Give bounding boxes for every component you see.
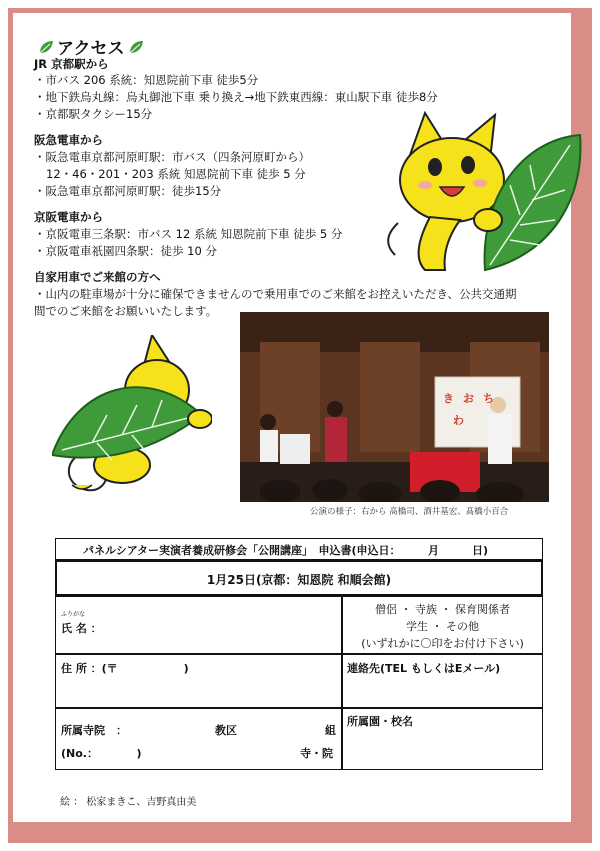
illustration-credit: 絵 ： 松家まきこ、吉野真由美 (60, 797, 197, 808)
leaf-icon (128, 39, 144, 55)
category-options-1: 僧侶 ・ 寺族 ・ 保育関係者 (375, 603, 510, 616)
contact-label: 連絡先(TEL もしくはEメール) (347, 662, 501, 675)
performance-photo (240, 312, 549, 502)
jr-heading: JR 京都駅から (34, 57, 109, 71)
cat-with-leaf-illustration (370, 105, 585, 280)
keihan-line: ・京阪電車祇園四条駅：徒歩 10 分 (34, 244, 217, 258)
leaf-icon (38, 39, 54, 55)
category-options-2: 学生 ・ その他 (406, 620, 479, 633)
hankyu-line: ・阪急電車京都河原町駅：市バス（四条河原町から） (34, 150, 310, 164)
temple-number-label: (No.： ) (61, 747, 142, 760)
group-label: 組 (325, 724, 336, 737)
cat-behind-leaf-illustration (52, 335, 212, 495)
jr-line: ・市バス 206 系統：知恩院前下車 徒歩5分 (34, 73, 259, 87)
date-line: 1月25日(京都：知恩院 和順会館) (206, 573, 392, 587)
stage-scene (240, 312, 549, 502)
hankyu-heading: 阪急電車から (34, 133, 103, 147)
furigana-label: ふりがな (61, 611, 86, 618)
address-label: 住 所 ：(〒 ) (61, 662, 189, 675)
temple-suffix: 寺・院 (300, 747, 333, 760)
temple-label: 所属寺院 ： (61, 724, 127, 737)
jr-line: ・地下鉄烏丸線：烏丸御池下車 乗り換え→地下鉄東西線：東山駅下車 徒歩8分 (34, 90, 438, 104)
keihan-heading: 京阪電車から (34, 210, 103, 224)
hankyu-line: ・阪急電車京都河原町駅：徒歩15分 (34, 184, 222, 198)
car-line: ・山内の駐車場が十分に確保できませんので乗用車でのご来館をお控えいただき、公共交通期 (34, 287, 517, 301)
application-form (55, 538, 543, 770)
board-letter: き (443, 392, 454, 405)
photo-caption: 公演の様子：右から 髙橋司、酒井基宏、髙橋小百合 (310, 507, 509, 517)
keihan-line: ・京阪電車三条駅：市バス 12 系統 知恩院前下車 徒歩 5 分 (34, 227, 343, 241)
school-label: 所属園・校名 (347, 715, 413, 728)
board-letter: ち (483, 392, 494, 405)
jr-line: ・京都駅タクシー15分 (34, 107, 153, 121)
category-note: (いずれかに〇印をお付け下さい) (361, 637, 524, 650)
car-line: 間でのご来館をお願いいたします。 (34, 304, 218, 318)
car-heading: 自家用車でご来館の方へ (34, 270, 161, 284)
board-letter: わ (453, 414, 464, 427)
board-letter: お (463, 392, 474, 405)
access-heading: アクセス (57, 39, 125, 59)
name-label: 氏 名 ： (61, 622, 102, 635)
form-header: パネルシアター実演者養成研修会「公開講座」 申込書(申込日： 月 日) (83, 544, 489, 557)
hankyu-line: 12・46・201・203 系統 知恩院前下車 徒歩 5 分 (46, 167, 306, 181)
district-label: 教区 (215, 724, 237, 737)
